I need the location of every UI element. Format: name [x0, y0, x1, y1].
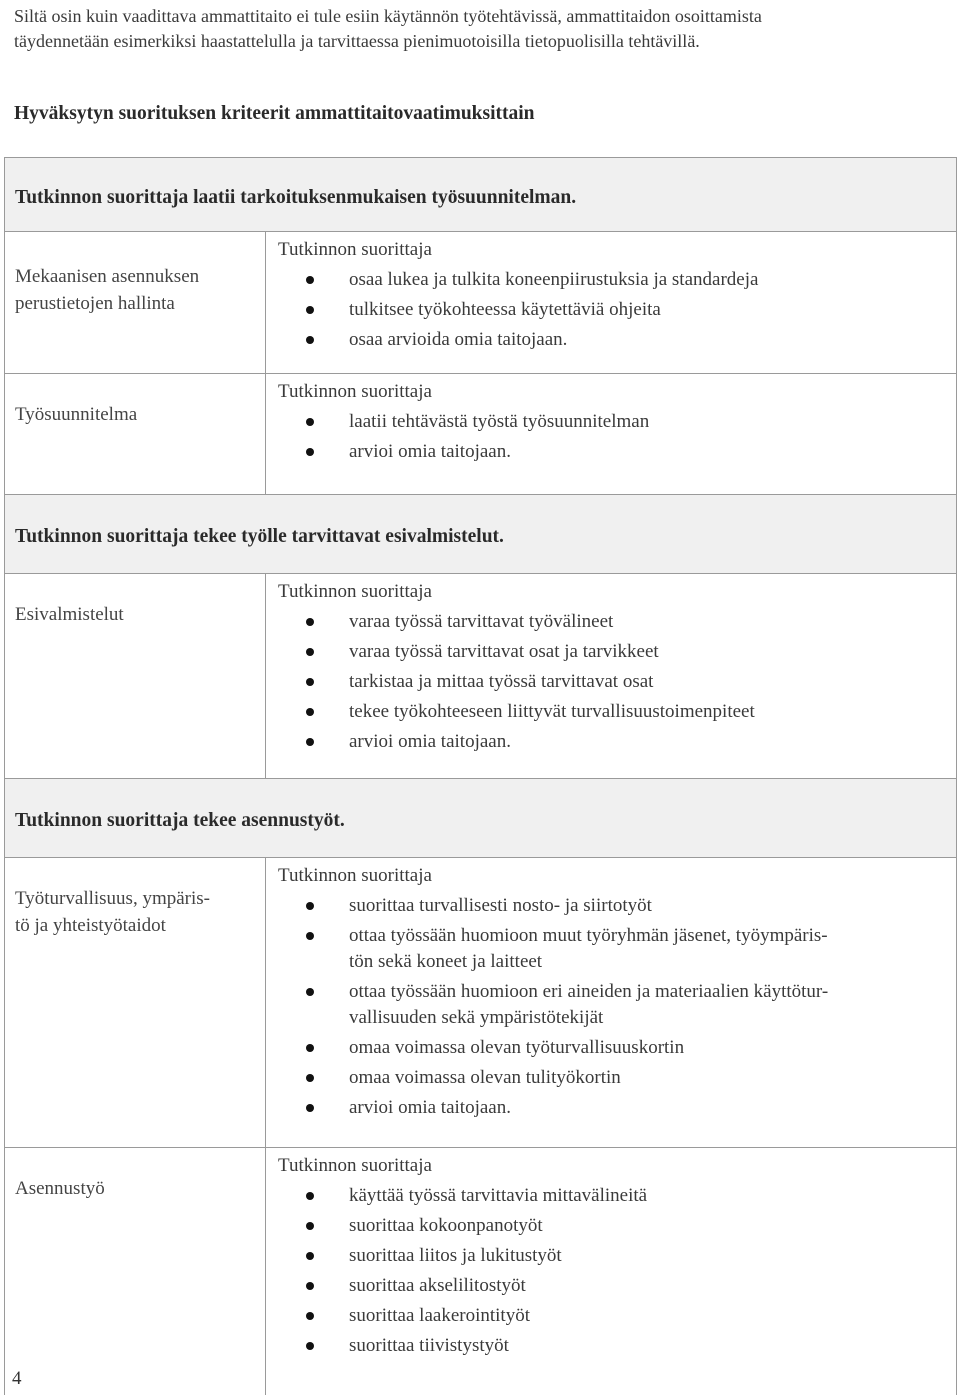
- bullet-icon: [306, 708, 314, 716]
- table-row: [5, 858, 956, 1147]
- bullet-icon: [306, 1044, 314, 1052]
- page-number: 4: [12, 1368, 22, 1389]
- list-item: varaa työssä tarvittavat työvälineet: [278, 607, 956, 637]
- bullet-icon: [306, 678, 314, 686]
- list-item: osaa arvioida omia taitojaan.: [278, 325, 956, 355]
- criteria-list: [278, 607, 956, 757]
- table-row: [5, 373, 956, 494]
- criteria-subject: Tutkinnon suorittaja: [278, 239, 432, 260]
- bullet-icon: [306, 988, 314, 996]
- criteria-subject: Tutkinnon suorittaja: [278, 381, 432, 402]
- list-item: suorittaa turvallisesti nosto- ja siirtotyöt: [278, 891, 956, 921]
- list-item: suorittaa kokoonpanotyöt: [278, 1211, 956, 1241]
- competence-area-cell: [5, 1148, 266, 1395]
- competence-area-label: Työsuunnitelma: [15, 404, 138, 425]
- competence-area-cell: [5, 232, 266, 373]
- competence-area-label: tö ja yhteistyötaidot: [15, 915, 166, 936]
- bullet-icon: [306, 418, 314, 426]
- criteria-subject: Tutkinnon suorittaja: [278, 1155, 432, 1176]
- list-item: varaa työssä tarvittavat osat ja tarvikkeet: [278, 637, 956, 667]
- bullet-icon: [306, 1252, 314, 1260]
- intro-paragraph: [14, 4, 959, 54]
- list-item: tarkistaa ja mittaa työssä tarvittavat osat: [278, 667, 956, 697]
- list-item: arvioi omia taitojaan.: [278, 437, 956, 467]
- list-item: tulkitsee työkohteessa käytettäviä ohjeita: [278, 295, 956, 325]
- bullet-icon: [306, 1074, 314, 1082]
- bullet-icon: [306, 932, 314, 940]
- list-item: suorittaa laakerointityöt: [278, 1301, 956, 1331]
- list-item: käyttää työssä tarvittavia mittavälineitä: [278, 1181, 956, 1211]
- table-row: [5, 574, 956, 778]
- criteria-subject: Tutkinnon suorittaja: [278, 581, 432, 602]
- list-item: suorittaa akselilitostyöt: [278, 1271, 956, 1301]
- bullet-icon: [306, 1282, 314, 1290]
- table-row: [5, 1147, 956, 1395]
- bullet-icon: [306, 618, 314, 626]
- list-item: arvioi omia taitojaan.: [278, 727, 956, 757]
- bullet-icon: [306, 648, 314, 656]
- bullet-icon: [306, 276, 314, 284]
- section-table-installation: [4, 778, 957, 1395]
- list-item: ottaa työssään huomioon muut työryhmän jäsenet, työympäris- tön sekä koneet ja laitteet: [278, 921, 956, 977]
- criteria-cell: [266, 574, 956, 778]
- criteria-cell: [266, 374, 956, 494]
- bullet-icon: [306, 1192, 314, 1200]
- list-item: suorittaa tiivistystyöt: [278, 1331, 956, 1361]
- criteria-list: [278, 1181, 956, 1361]
- bullet-icon: [306, 1312, 314, 1320]
- intro-line: täydennetään esimerkiksi haastattelulla ja tarvittaessa pienimuotoisilla tietopuolisilla tehtävillä.: [14, 31, 700, 51]
- bullet-icon: [306, 448, 314, 456]
- section-table-work-plan: [4, 157, 957, 495]
- competence-area-label: Esivalmistelut: [15, 604, 124, 625]
- criteria-heading: Hyväksytyn suorituksen kriteerit ammattitaitovaatimuksittain: [14, 103, 535, 124]
- criteria-cell: [266, 1148, 956, 1395]
- competence-area-cell: [5, 858, 266, 1147]
- list-item: laatii tehtävästä työstä työsuunnitelman: [278, 407, 956, 437]
- intro-line: Siltä osin kuin vaadittava ammattitaito ei tule esiin käytännön työtehtävissä, ammattitaidon osoittamista: [14, 6, 762, 26]
- criteria-subject: Tutkinnon suorittaja: [278, 865, 432, 886]
- list-item: ottaa työssään huomioon eri aineiden ja materiaalien käyttötur- vallisuuden sekä ympäristötekijät: [278, 977, 956, 1033]
- list-item: omaa voimassa olevan työturvallisuuskortin: [278, 1033, 956, 1063]
- bullet-icon: [306, 1342, 314, 1350]
- list-item: suorittaa liitos ja lukitustyöt: [278, 1241, 956, 1271]
- section-header: Tutkinnon suorittaja laatii tarkoituksenmukaisen työsuunnitelman.: [5, 158, 956, 232]
- section-header: Tutkinnon suorittaja tekee työlle tarvittavat esivalmistelut.: [5, 495, 956, 574]
- competence-area-cell: [5, 374, 266, 494]
- criteria-list: [278, 407, 956, 467]
- competence-area-label: Työturvallisuus, ympäris-: [15, 888, 210, 909]
- section-header: Tutkinnon suorittaja tekee asennustyöt.: [5, 779, 956, 858]
- bullet-icon: [306, 902, 314, 910]
- competence-area-label: Mekaanisen asennuksen: [15, 266, 200, 287]
- criteria-cell: [266, 858, 956, 1147]
- criteria-list: [278, 265, 956, 355]
- competence-area-label: Asennustyö: [15, 1178, 105, 1199]
- competence-area-cell: [5, 574, 266, 778]
- bullet-icon: [306, 336, 314, 344]
- bullet-icon: [306, 738, 314, 746]
- table-row: [5, 232, 956, 373]
- bullet-icon: [306, 306, 314, 314]
- list-item: osaa lukea ja tulkita koneenpiirustuksia ja standardeja: [278, 265, 956, 295]
- bullet-icon: [306, 1222, 314, 1230]
- list-item: omaa voimassa olevan tulityökortin: [278, 1063, 956, 1093]
- section-table-preparations: [4, 494, 957, 779]
- list-item: tekee työkohteeseen liittyvät turvallisuustoimenpiteet: [278, 697, 956, 727]
- criteria-cell: [266, 232, 956, 373]
- competence-area-label: perustietojen hallinta: [15, 293, 175, 314]
- bullet-icon: [306, 1104, 314, 1112]
- criteria-list: [278, 891, 956, 1123]
- list-item: arvioi omia taitojaan.: [278, 1093, 956, 1123]
